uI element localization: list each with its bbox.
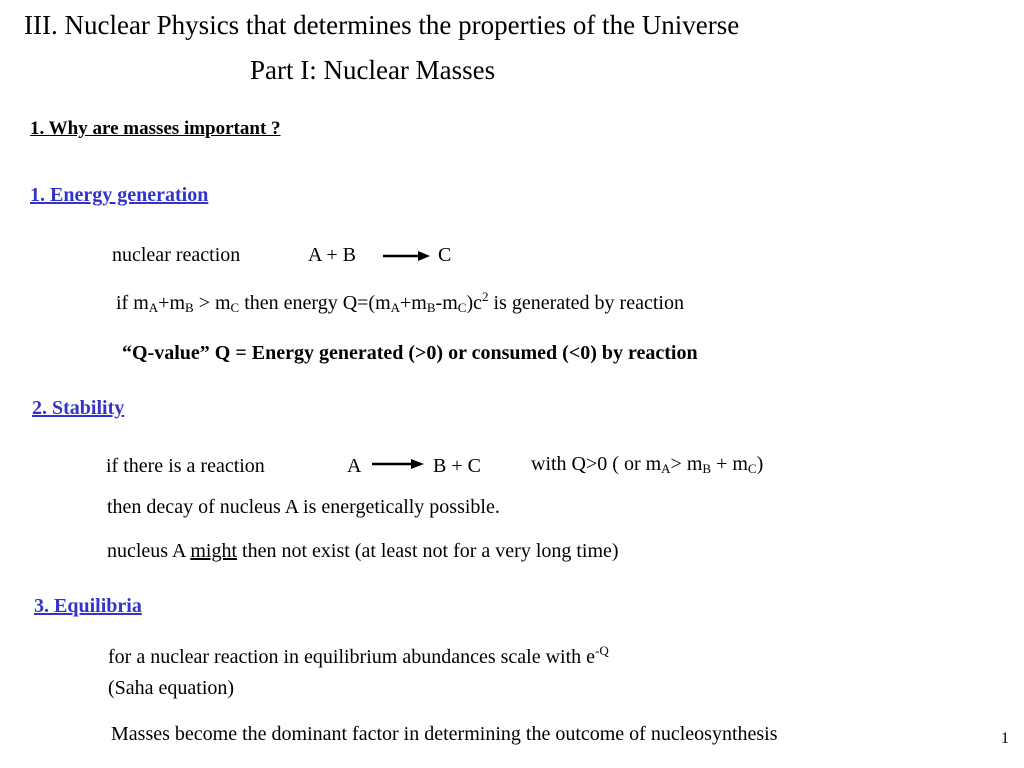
energy-reaction-label: nuclear reaction (112, 244, 241, 266)
page-number: 1 (1001, 730, 1009, 747)
decay-arrow-icon (371, 456, 426, 472)
stability-products: B + C (433, 455, 481, 477)
stability-reactant: A (347, 455, 362, 477)
energy-generation-heading: 1. Energy generation (30, 184, 209, 206)
equilibria-heading: 3. Equilibria (34, 595, 142, 617)
slide-title-line-1: III. Nuclear Physics that determines the properties of the Universe (24, 10, 740, 40)
energy-product: C (438, 244, 452, 266)
section-heading: 1. Why are masses important ? (30, 118, 281, 139)
conclusion: Masses become the dominant factor in determining the outcome of nucleosynthesis (111, 723, 778, 745)
stability-heading: 2. Stability (32, 397, 125, 419)
stability-line-1: then decay of nucleus A is energetically possible. (107, 496, 500, 518)
reaction-arrow-icon (382, 248, 432, 264)
equilibria-line-1: for a nuclear reaction in equilibrium abundances scale with $e^{-Q}$ (108, 643, 609, 668)
slide-title-line-2: Part I: Nuclear Masses (250, 55, 496, 85)
stability-condition: with Q>0 ( or $m_A> m_B + m_C$) (531, 453, 764, 476)
q-value-definition: “Q-value” Q = Energy generated (>0) or consumed (<0) by reaction (122, 342, 698, 364)
stability-reaction-label: if there is a reaction (106, 455, 265, 477)
stability-line-2: nucleus A might then not exist (at least not for a very long time) (107, 540, 619, 562)
energy-condition: if $m_A+m_B > m_C$ then energy $Q=(m_A+m_B-m_C)c^2$ is generated by reaction (116, 289, 684, 315)
equilibria-line-2: (Saha equation) (108, 677, 235, 699)
energy-reactants: A + B (308, 244, 356, 266)
